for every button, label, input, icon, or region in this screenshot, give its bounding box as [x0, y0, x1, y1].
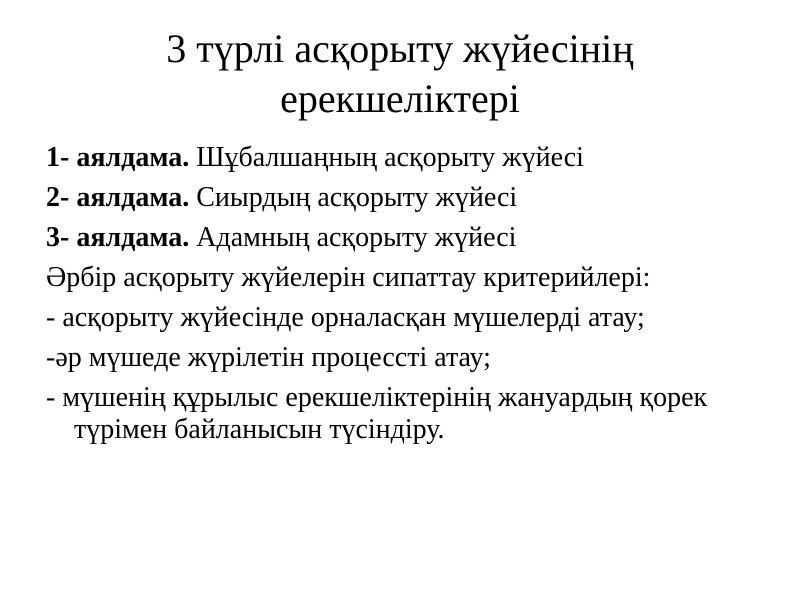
stop-item-1 — [46, 142, 766, 174]
slide-title-line-2: ерекшеліктері — [280, 76, 520, 121]
stop-label: 2- аялдама. — [46, 182, 190, 213]
criteria-item-1: - асқорыту жүйесінде орналасқан мүшелерді атау; — [46, 302, 645, 333]
slide-title-line-1: 3 түрлі асқорыту жүйесінің — [166, 26, 634, 71]
stop-text: Адамның асқорыту жүйесі — [189, 222, 517, 253]
stop-item-3 — [46, 222, 766, 254]
slide-title — [40, 24, 760, 124]
criteria-item-3: - мүшенің құрылыс ерекшеліктерінің жануардың қорек түрімен байланысын түсіндіру. — [46, 382, 708, 445]
criteria-intro: Әрбір асқорыту жүйелерін сипаттау критерийлері: — [46, 262, 651, 293]
stop-text: Шұбалшаңның асқорыту жүйесі — [189, 142, 584, 173]
stop-text: Сиырдың асқорыту жүйесі — [189, 182, 518, 213]
stop-label: 3- аялдама. — [46, 222, 190, 253]
slide-body — [46, 142, 766, 454]
stop-item-2 — [46, 182, 766, 214]
stop-label: 1- аялдама. — [46, 142, 190, 173]
criteria-item-2: -әр мүшеде жүрілетін процессті атау; — [46, 342, 491, 373]
